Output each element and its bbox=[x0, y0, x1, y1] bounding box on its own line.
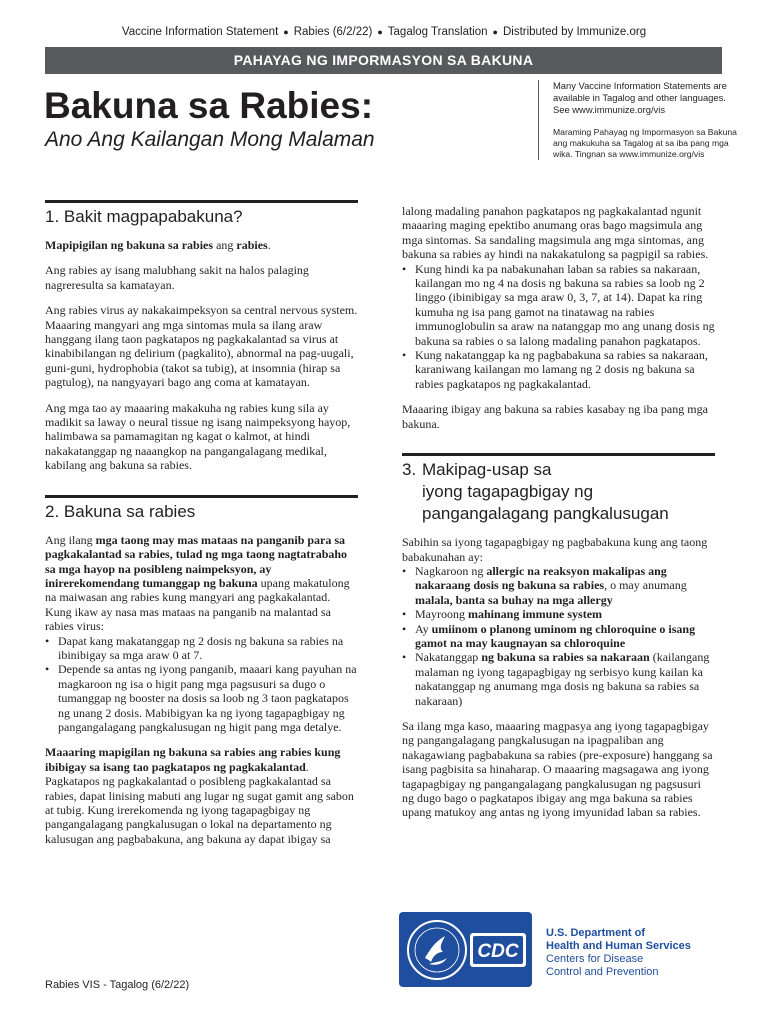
bold-text: Mapipigilan ng bakuna sa rabies bbox=[45, 238, 214, 252]
list-item bbox=[402, 564, 715, 607]
header-separator: ● bbox=[492, 27, 498, 37]
agency-line: U.S. Department of bbox=[546, 927, 646, 939]
section-title-line: Makipag-usap sa bbox=[422, 460, 552, 480]
text-run: (kailangang malaman ng iyong tagapagbigay ng serbisyo kung kailan ka nakatanggap ng anumang mga dosis ng bakuna sa rabies sa nakaraan) bbox=[415, 650, 710, 708]
document-title: Bakuna sa Rabies: bbox=[44, 85, 374, 126]
list-item: • Dapat kang makatanggap ng 2 dosis ng bakuna sa rabies na ibinibigay sa mga araw 0 at 7. bbox=[45, 634, 358, 663]
list-item: • Kung nakatanggap ka ng pagbabakuna sa rabies sa nakaraan, karaniwang kailangan mo lamang ng 2 dosis ng bakuna sa rabies pagkatapos ng pagkakalantad. bbox=[402, 348, 715, 391]
section-1-paragraph bbox=[45, 238, 358, 252]
document-banner: PAHAYAG NG IMPORMASYON SA BAKUNA bbox=[45, 47, 722, 74]
document-subtitle: Ano Ang Kailangan Mong Malaman bbox=[45, 128, 375, 151]
section-1-paragraph: Ang rabies ay isang malubhang sakit na halos palaging nagreresulta sa kamatayan. bbox=[45, 263, 309, 292]
bold-text: mahinang immune system bbox=[468, 607, 603, 622]
text-run: . bbox=[267, 238, 271, 252]
bold-text: allergic na reaksyon makalipas ang nakaraang dosis ng bakuna sa rabies bbox=[415, 563, 667, 593]
section-number: 2. bbox=[45, 501, 60, 521]
section-1-paragraph: Ang rabies virus ay nakakaimpeksyon sa central nervous system. Maaaring mangyari ang mga sintomas mula sa ilang araw hanggang ilang taon pagkatapos ng pagkakalantad sa virus at kinabibilangan ng delirium (pagkalito), abnormal na pag-uugali, guni-guni, hydrophobia (takot sa tubig), at insomnia (hirap sa pagtulog), na nangyayari bago ang coma at kamatayan. bbox=[45, 303, 358, 390]
text-run: Ang ilang bbox=[45, 532, 96, 547]
text-run: Mayroong bbox=[415, 607, 468, 622]
section-1-heading bbox=[45, 200, 358, 228]
text-run: . Pagkatapos ng pagkakalantad o posibleng pagkakalantad sa rabies, dapat linising mabuti ang lugar ng sugat gamit ang sabon at tubig. Kung irerekomenda ng iyong tagapagbigay ng pangangalagang pangkalusugan o lokal na departamento ng kalusugan ang pagbabakuna, ang bakuna ay dapat ibigay sa bbox=[45, 759, 354, 846]
section-2-heading bbox=[45, 495, 358, 523]
section-2-closing-paragraph: Maaaring ibigay ang bakuna sa rabies kasabay ng iba pang mga bakuna. bbox=[402, 402, 708, 431]
hhs-cdc-logo bbox=[399, 912, 532, 987]
section-title: Bakit magpapabakuna? bbox=[63, 207, 243, 226]
section-2-continued-paragraph: lalong madaling panahon pagkatapos ng pagkakalantad ngunit maaaring maging epektibo anumang oras bago magsimula ang mga sintomas. Sa sandaling magsimula ang mga sintomas, ang bakuna sa rabies ay hindi na nakakatulong sa pagpigil sa rabies. bbox=[402, 204, 709, 262]
section-1-paragraph: Ang mga tao ay maaaring makakuha ng rabies kung sila ay madikit sa laway o neural tissue ng isang naimpeksyong hayop, halimbawa sa pamamagitan ng kagat o kalmot, at hindi nakakatanggap ng naaangkop na pangangalagang medikal, kabilang ang bakuna sa rabies. bbox=[45, 400, 351, 473]
text-run: upang makatulong na maiwasan ang rabies kung mangyari ang pagkakalantad. Kung ikaw ay nasa mas mataas na panganib na malantad sa rabies virus: bbox=[45, 575, 350, 634]
list-item: • Kung hindi ka pa nabakunahan laban sa rabies sa nakaraan, kailangan mo ng 4 na dosis ng bakuna sa rabies sa loob ng 2 linggo (ibinibigay sa mga araw 0, 3, 7, at 14). Dapat ka ring kumuha ng isa pang gamot na tinatawag na rabies immunoglobulin sa araw na natanggap mo ang unang dosis ng bakuna sa rabies o sa lalong madaling panahon pagkatapos. bbox=[402, 262, 715, 348]
language-availability-note bbox=[538, 80, 743, 160]
bold-text: Maaaring mapigilan ng bakuna sa rabies ang rabies kung ibibigay sa isang tao pagkatapos ng pagkakalantad bbox=[45, 745, 341, 774]
agency-line: Health and Human Services bbox=[546, 940, 691, 952]
text-run: ang bbox=[213, 238, 237, 252]
header-separator: ● bbox=[283, 27, 289, 37]
vis-header-line bbox=[0, 26, 768, 38]
section-title: Bakuna sa rabies bbox=[63, 501, 196, 521]
text-run: , o may anumang bbox=[604, 578, 687, 593]
section-2-bullet-list bbox=[45, 634, 358, 735]
section-2-paragraph bbox=[45, 533, 358, 634]
cdc-logo-text: CDC bbox=[477, 941, 519, 962]
section-title bbox=[422, 459, 669, 525]
agency-name-block bbox=[546, 927, 726, 979]
header-separator: ● bbox=[377, 27, 383, 37]
post-exposure-bullet-list bbox=[402, 262, 715, 392]
text-run: Nakatanggap bbox=[415, 650, 482, 665]
bold-text: rabies bbox=[236, 238, 268, 252]
text-run: Ay bbox=[415, 621, 432, 636]
header-item-language: Tagalog Translation bbox=[387, 26, 488, 38]
availability-note-tagalog: Maraming Pahayag ng Impormasyon sa Bakuna ang makukuha sa Tagalog at sa iba pang mga wika. Tingnan sa www.immunize.org/vis bbox=[553, 127, 737, 159]
list-item bbox=[402, 650, 715, 708]
section-number: 3. bbox=[402, 460, 417, 480]
cdc-logo-icon bbox=[469, 932, 527, 968]
section-title-line: iyong tagapagbigay ng bbox=[422, 482, 594, 502]
section-3-heading bbox=[402, 453, 715, 525]
availability-note-english: Many Vaccine Information Statements are available in Tagalog and other languages. See www.immunize.org/vis bbox=[553, 80, 727, 115]
bold-text: malala, banta sa buhay na mga allergy bbox=[415, 592, 613, 607]
left-column bbox=[45, 200, 358, 857]
hhs-eagle-seal-icon bbox=[405, 918, 469, 982]
bold-text: mga taong may mas mataas na panganib para sa pagkakalantad sa rabies, tulad ng mga taong nagtatrabaho sa mga hayop na posibleng naimpeksyon, ay inirerekomendang tumanggap ng bakuna bbox=[45, 532, 348, 590]
list-item bbox=[402, 622, 715, 651]
list-item: • Depende sa antas ng iyong panganib, maaari kang payuhan na magkaroon ng isa o higit pang mga pagsusuri sa dugo o tumanggap ng booster na dosis sa loob ng 3 taon pagkatapos ng unang 2 dosis. Mabibigyan ka ng iyong tagapagbigay ng pangangalagang pangkalusugan ng higit pang mga detalye. bbox=[45, 662, 358, 734]
section-title-line: pangangalagang pangkalusugan bbox=[422, 504, 669, 524]
text-run: Nagkaroon ng bbox=[415, 563, 487, 578]
header-item-edition: Rabies (6/2/22) bbox=[293, 26, 373, 38]
bold-text: ng bakuna sa rabies sa nakaraan bbox=[481, 650, 650, 665]
footer-document-label: Rabies VIS - Tagalog (6/2/22) bbox=[45, 979, 190, 991]
header-item-vis: Vaccine Information Statement bbox=[121, 26, 279, 38]
section-2-paragraph bbox=[45, 745, 358, 846]
section-3-paragraph: Sa ilang mga kaso, maaaring magpasya ang iyong tagapagbigay ng pangangalagang pangkalusugan na ipagpaliban ang nakagawiang pagbabakuna sa rabies (pre-exposure) hanggang sa isang pagbisita sa hinaharap. O maaaring magsagawa ang iyong tagapagbigay ng pangangalagang pangkalusugan ng pagsusuri ng dugo bago o pagkatapos ibigay ang mga bakuna sa rabies upang matukoy ang antas ng iyong imyunidad laban sa rabies. bbox=[402, 718, 713, 820]
section-3-bullet-list bbox=[402, 564, 715, 708]
section-number: 1. bbox=[45, 207, 60, 226]
bold-text: umiinom o planong uminom ng chloroquine o isang gamot na may kaugnayan sa chloroquine bbox=[415, 621, 696, 650]
right-column bbox=[402, 200, 715, 831]
agency-line: Centers for Disease bbox=[546, 953, 644, 965]
list-item bbox=[402, 607, 715, 621]
agency-line: Control and Prevention bbox=[546, 966, 659, 978]
section-3-intro: Sabihin sa iyong tagapagbigay ng pagbabakuna kung ang taong babakunahan ay: bbox=[402, 535, 708, 564]
header-item-distributor: Distributed by Immunize.org bbox=[502, 26, 647, 38]
